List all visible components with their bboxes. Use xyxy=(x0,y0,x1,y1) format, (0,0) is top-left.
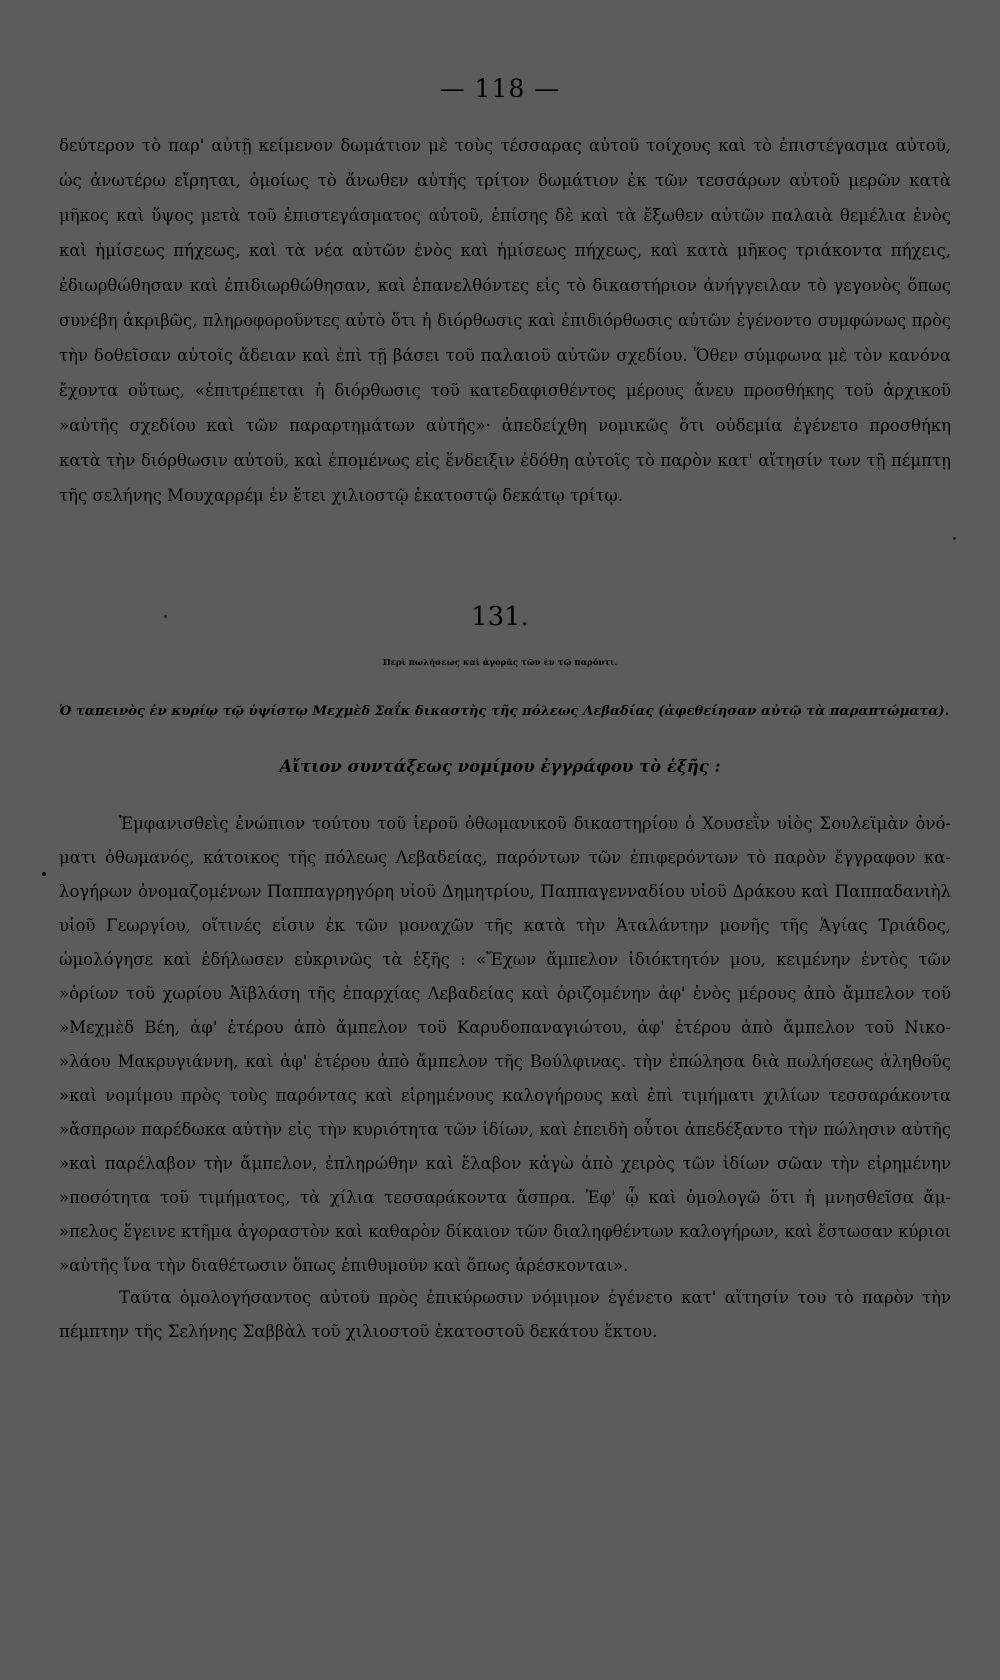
text-line: »καὶ νομίμου πρὸς τοὺς παρόντας καὶ εἰρημένους καλογήρους καὶ ἐπὶ τιμήματι χιλίων τεσσαράκοντα xyxy=(59,1086,951,1105)
text-line-first: Ταῦτα ὁμολογήσαντος αὐτοῦ πρὸς ἐπικύρωσιν νόμιμον ἐγένετο κατ' αἴτησίν του τὸ παρὸν τὴν xyxy=(119,1288,951,1307)
text-line: »ἄσπρων παρέδωκα αὐτὴν εἰς τὴν κυριότητα τῶν ἰδίων, καὶ ἐπειδὴ οὗτοι ἀπεδέξαντο τὴν πώλησιν αὐτῆς xyxy=(59,1120,951,1139)
text-line: »αὐτῆς ἵνα τὴν διαθέτωσιν ὅπως ἐπιθυμοῦν καὶ ὅπως ἀρέσκονται». xyxy=(59,1256,629,1275)
document-title: Αἴτιον συντάξεως νομίμου ἐγγράφου τὸ ἑξῆς : xyxy=(279,757,721,776)
text-line: καὶ ἡμίσεως πήχεως, καὶ τὰ νέα αὐτῶν ἑνὸς καὶ ἡμίσεως πήχεως, καὶ κατὰ μῆκος τριάκοντα πήχεις, xyxy=(59,241,951,260)
text-line-last: τῆς σελήνης Μουχαρρέμ ἐν ἔτει χιλιοστῷ ἑκατοστῷ δεκάτῳ τρίτῳ. xyxy=(59,486,624,505)
text-line: λογήρων ὀνομαζομένων Παππαγρηγόρη υἱοῦ Δημητρίου, Παππαγενναδίου υἱοῦ Δράκου καὶ Παππαδανιὴλ xyxy=(59,882,951,901)
text-line: δεύτερον τὸ παρ' αὐτῇ κείμενον δωμάτιον μὲ τοὺς τέσσαρας αὐτοῦ τοίχους καὶ τὸ ἐπιστέγασμα αὐτοῦ, xyxy=(59,136,951,155)
text-line: »καὶ παρέλαβον τὴν ἄμπελον, ἐπληρώθην καὶ ἔλαβον κἀγὼ ἀπὸ χειρὸς τῶν ἰδίων σῶαν τὴν εἰρημένην xyxy=(59,1154,951,1173)
text-line: »αὐτῆς σχεδίου καὶ τῶν παραρτημάτων αὐτῆς»· ἀπεδείχθη νομικῶς ὅτι οὐδεμία ἐγένετο προσθήκη xyxy=(59,416,951,435)
text-line: ματι ὀθωμανός, κάτοικος τῆς πόλεως Λεβαδείας, παρόντων τῶν ἐπιφερόντων τὸ παρὸν ἔγγραφον κα- xyxy=(59,848,951,867)
text-line: »Μεχμὲδ Βέη, ἀφ' ἑτέρου ἀπὸ ἄμπελον τοῦ Καρυδοπαναγιώτου, ἀφ' ἑτέρου ἀπὸ ἄμπελον τοῦ Νικο- xyxy=(59,1018,951,1037)
text-line: υἱοῦ Γεωργίου, οἵτινές εἰσιν ἐκ τῶν μοναχῶν τῆς κατὰ τὴν Ἀταλάντην μονῆς τῆς Ἁγίας Τριάδος, xyxy=(59,916,951,935)
page-number: — 118 — xyxy=(439,74,561,103)
page-speck xyxy=(164,615,167,618)
text-line: ἔχοντα οὕτως, «ἐπιτρέπεται ἡ διόρθωσις τοῦ κατεδαφισθέντος μέρους ἄνευ προσθήκης τοῦ ἀρχικοῦ xyxy=(59,381,951,400)
text-line: ὡμολόγησε καὶ ἐδήλωσεν εὐκρινῶς τὰ ἑξῆς : «Ἔχων ἄμπελον ἰδιόκτητόν μου, κειμένην ἐντὸς τῶν xyxy=(59,950,951,969)
text-line: »ποσότητα τοῦ τιμήματος, τὰ χίλια τεσσαράκοντα ἄσπρα. Ἐφ' ᾧ καὶ ὁμολογῶ ὅτι ἡ μνησθεῖσα ἄμ- xyxy=(59,1188,951,1207)
document-number: 131. xyxy=(471,602,529,632)
text-line-first: Ἐμφανισθεὶς ἐνώπιον τούτου τοῦ ἱεροῦ ὀθωμανικοῦ δικαστηρίου ὁ Χουσεῒν υἱὸς Σουλεϊμὰν ὀνό- xyxy=(119,814,951,833)
text-line: »λάου Μακρυγιάννη, καὶ ἀφ' ἑτέρου ἀπὸ ἄμπελον τῆς Βούλφινας. τὴν ἐπώλησα διὰ πωλήσεως ἀληθοῦς xyxy=(59,1052,951,1071)
text-line: συνέβη ἀκριβῶς, πληροφοροῦντες αὐτὸ ὅτι ἡ διόρθωσις καὶ ἐπιδιόρθωσις αὐτῶν ἐγένοντο συμφώνως πρὸς xyxy=(59,311,951,330)
text-line: »πελος ἔγεινε κτῆμα ἀγοραστὸν καὶ καθαρὸν δίκαιον τῶν διαληφθέντων καλογήρων, καὶ ἔστωσαν κύριοι xyxy=(59,1222,951,1241)
text-line-last: πέμπτην τῆς Σελήνης Σαββὰλ τοῦ χιλιοστοῦ ἑκατοστοῦ δεκάτου ἕκτου. xyxy=(59,1322,658,1341)
text-line: »ὁρίων τοῦ χωρίου Ἀϊβλάση τῆς ἐπαρχίας Λεβαδείας καὶ ὁριζομένην ἀφ' ἑνὸς μέρους ἀπὸ ἄμπελον τοῦ xyxy=(59,984,951,1003)
page-speck xyxy=(953,537,956,540)
text-line: μῆκος καὶ ὕψος μετὰ τοῦ ἐπιστεγάσματος αὐτοῦ, ἐπίσης δὲ καὶ τὰ ἔξωθεν αὐτῶν παλαιὰ θεμέλια ἑνὸς xyxy=(59,206,951,225)
document-subject: Περὶ πωλήσεως καὶ ἀγορᾶς τῶν ἐν τῷ παρόντι. xyxy=(382,658,618,668)
text-line: τὴν δοθεῖσαν αὐτοῖς ἄδειαν καὶ ἐπὶ τῇ βάσει τοῦ παλαιοῦ αὐτῶν σχεδίου. Ὅθεν σύμφωνα μὲ τὸν κανόνα xyxy=(59,346,951,365)
margin-mark xyxy=(42,872,46,876)
text-line: ἐδιωρθώθησαν καὶ ἐπιδιωρθώθησαν, καὶ ἐπανελθόντες εἰς τὸ δικαστήριον ἀνήγγειλαν τὸ γεγονὸς ὅπως xyxy=(59,276,951,295)
text-line: ὡς ἀνωτέρω εἴρηται, ὁμοίως τὸ ἄνωθεν αὐτῆς τρίτον δωμάτιον ἐκ τῶν τεσσάρων αὐτοῦ μερῶν κατὰ xyxy=(59,171,951,190)
text-line: κατὰ τὴν διόρθωσιν αὐτοῦ, καὶ ἑπομένως εἰς ἔνδειξιν ἐδόθη αὐτοῖς τὸ παρὸν κατ' αἴτησίν των τῇ πέμπτῃ xyxy=(59,451,951,470)
document-address: Ὁ ταπεινὸς ἐν κυρίῳ τῷ ὑψίστῳ Μεχμὲδ Σαΐκ δικαστὴς τῆς πόλεως Λεβαδίας (ἀφεθείησαν αὐτῷ τὰ παραπτώματα). xyxy=(59,704,950,719)
